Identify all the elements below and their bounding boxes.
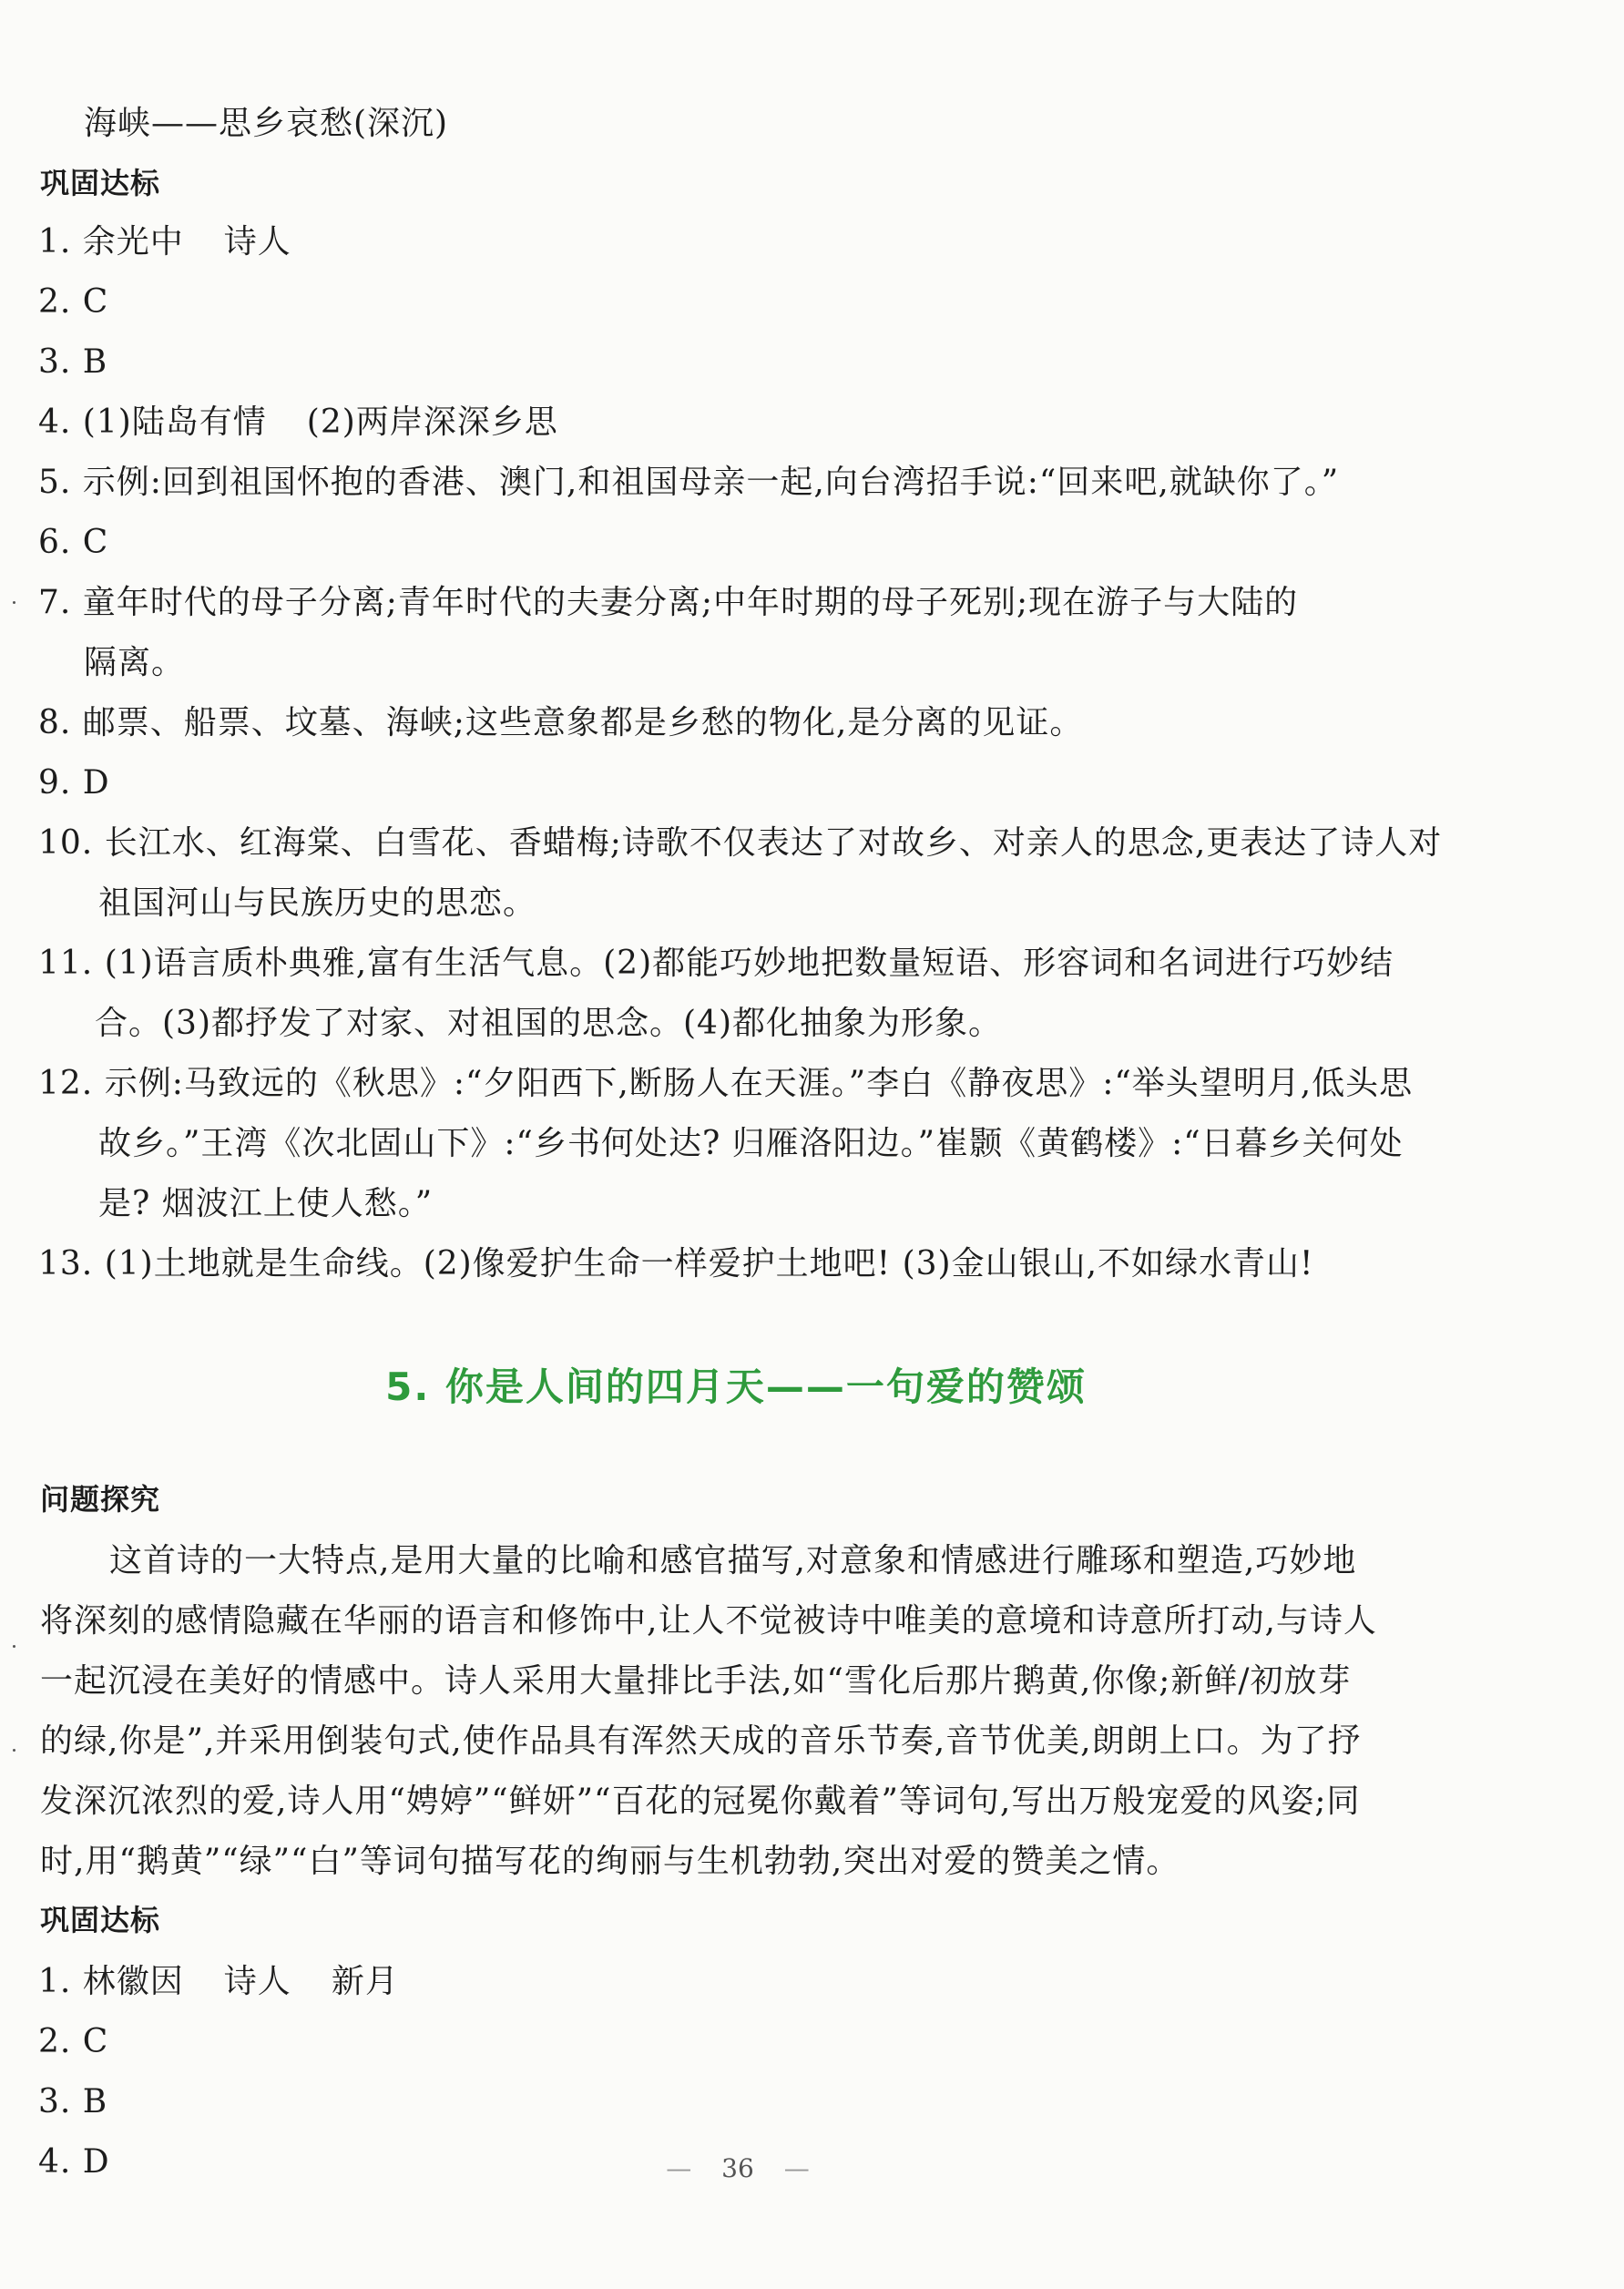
answer-10: 10. 长江水、红海棠、白雪花、香蜡梅;诗歌不仅表达了对故乡、对亲人的思念,更表达了诗人对: [38, 824, 1443, 862]
answer-12-cont2: 是? 烟波江上使人愁。”: [98, 1185, 434, 1222]
section-heading-consolidate: 巩固达标: [40, 166, 161, 200]
answer-5: 5. 示例:回到祖国怀抱的香港、澳门,和祖国母亲一起,向台湾招手说:“回来吧,就缺你了。”: [38, 464, 1340, 501]
section-heading-inquiry: 问题探究: [40, 1482, 161, 1517]
answer-2: 2. C: [38, 283, 109, 321]
inquiry-paragraph-line: 的绿,你是”,并采用倒装句式,使作品具有浑然天成的音乐节奏,音节优美,朗朗上口。为了抒: [40, 1722, 1362, 1760]
answer-8: 8. 邮票、船票、坟墓、海峡;这些意象都是乡愁的物化,是分离的见证。: [38, 704, 1084, 741]
lesson-title: 5. 你是人间的四月天——一句爱的赞颂: [385, 1364, 1087, 1409]
answer-7: 7. 童年时代的母子分离;青年时代的夫妻分离;中年时期的母子死别;现在游子与大陆的: [38, 584, 1299, 621]
answer-10-cont: 祖国河山与民族历史的思恋。: [98, 884, 537, 922]
answer-3: 3. B: [38, 2083, 108, 2120]
answer-3: 3. B: [38, 343, 108, 381]
section-heading-consolidate-2: 巩固达标: [40, 1903, 161, 1937]
inquiry-paragraph-line: 发深沉浓烈的爱,诗人用“娉婷”“鲜妍”“百花的冠冕你戴着”等词句,写出万般宠爱的风姿;同: [40, 1783, 1361, 1820]
inquiry-paragraph-line: 这首诗的一大特点,是用大量的比喻和感官描写,对意象和情感进行雕琢和塑造,巧妙地: [109, 1542, 1357, 1579]
scan-speck: [13, 601, 15, 604]
scan-speck: [13, 1749, 15, 1752]
answer-7-cont: 隔离。: [84, 644, 186, 681]
scan-speck: [13, 1645, 15, 1648]
inquiry-paragraph-line: 将深刻的感情隐藏在华丽的语言和修饰中,让人不觉被诗中唯美的意境和诗意所打动,与诗人: [40, 1602, 1377, 1640]
answer-4: 4. (1)陆岛有情 (2)两岸深深乡思: [38, 404, 558, 441]
page-number: 36: [721, 2153, 754, 2183]
answer-4: 4. D: [38, 2143, 110, 2181]
page-number-footer: — 36 —: [666, 2153, 810, 2183]
answer-1: 1. 余光中 诗人: [38, 223, 291, 261]
answer-12: 12. 示例:马致远的《秋思》:“夕阳西下,断肠人在天涯。”李白《静夜思》:“举头望明月,低头思: [38, 1065, 1414, 1102]
answer-12-cont1: 故乡。”王湾《次北固山下》:“乡书何处达? 归雁洛阳边。”崔颢《黄鹤楼》:“日暮乡关何处: [98, 1125, 1404, 1162]
answer-13: 13. (1)土地就是生命线。(2)像爱护生命一样爱护土地吧! (3)金山银山,不如绿水青山!: [38, 1245, 1314, 1282]
answer-1: 1. 林徽因 诗人 新月: [38, 1963, 399, 2000]
intro-line: 海峡——思乡哀愁(深沉): [84, 105, 449, 142]
answer-11: 11. (1)语言质朴典雅,富有生活气息。(2)都能巧妙地把数量短语、形容词和名词进行巧妙结: [38, 945, 1394, 982]
answer-11-cont: 合。(3)都抒发了对家、对祖国的思念。(4)都化抽象为形象。: [95, 1005, 1002, 1042]
answer-9: 9. D: [38, 764, 110, 802]
answer-2: 2. C: [38, 2023, 109, 2060]
answer-6: 6. C: [38, 524, 109, 561]
inquiry-paragraph-line: 一起沉浸在美好的情感中。诗人采用大量排比手法,如“雪化后那片鹅黄,你像;新鲜/初放芽: [40, 1662, 1352, 1700]
inquiry-paragraph-line: 时,用“鹅黄”“绿”“白”等词句描写花的绚丽与生机勃勃,突出对爱的赞美之情。: [40, 1843, 1180, 1880]
